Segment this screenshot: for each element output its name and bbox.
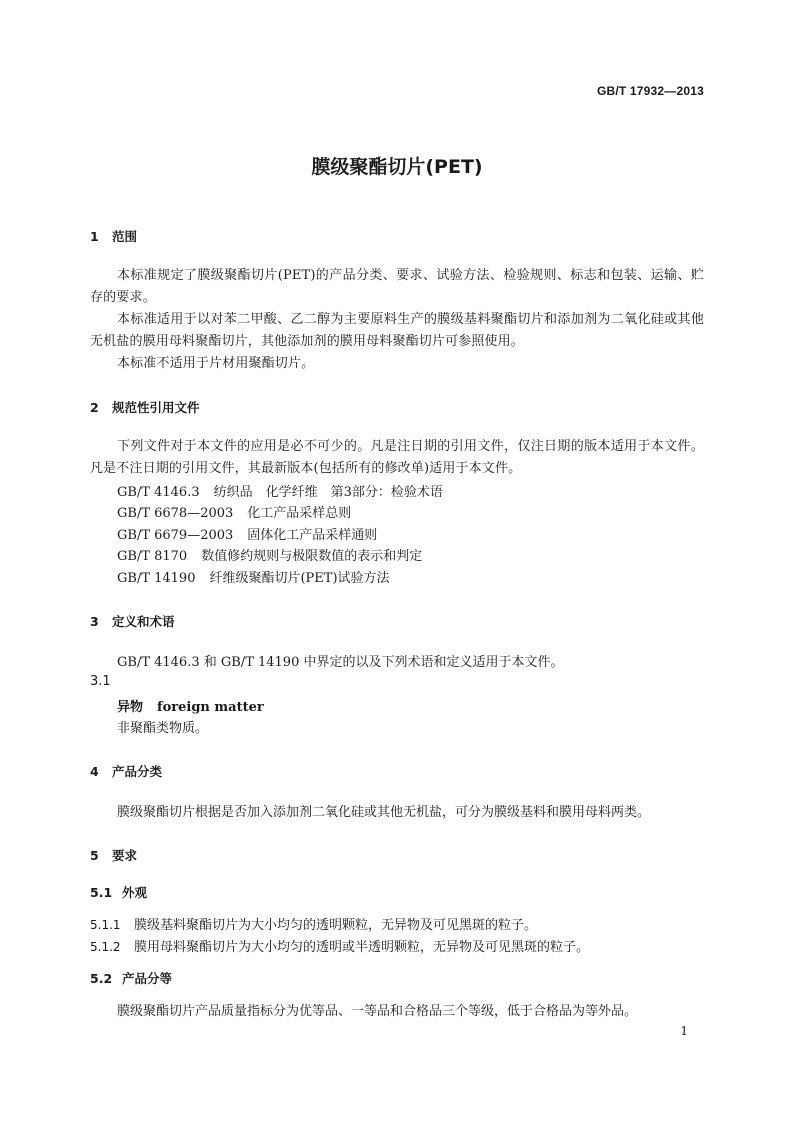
- subsection-number: 5.1: [90, 885, 113, 900]
- page-number: 1: [680, 1024, 688, 1038]
- reference-item: [117, 481, 443, 500]
- section-4-heading: [90, 762, 162, 780]
- subsection-title: 外观: [122, 885, 148, 900]
- section-2-heading: [90, 398, 200, 416]
- subsection-5-1-heading: [90, 883, 147, 901]
- clause-5-1-2: [90, 936, 589, 955]
- reference-code: GB/T 4146.3: [117, 485, 200, 500]
- term-name: [117, 696, 264, 715]
- clause-number: 5.1.1: [90, 918, 121, 932]
- reference-title: 固体化工产品采样通则: [247, 528, 378, 543]
- clause-text: 膜用母料聚酯切片为大小均匀的透明或半透明颗粒，无异物及可见黑斑的粒子。: [134, 940, 590, 955]
- reference-title: 纺织品 化学纤维 第3部分：检验术语: [213, 485, 443, 500]
- section-3-heading: [90, 612, 175, 630]
- reference-item: [117, 524, 377, 543]
- reference-code: GB/T 6679—2003: [117, 528, 234, 543]
- section-title: 产品分类: [112, 764, 163, 779]
- term-definition: 非聚酯类物质。: [117, 721, 209, 736]
- standard-code: GB/T 17932—2013: [596, 84, 704, 98]
- section-title: 要求: [112, 848, 138, 863]
- section-1-heading: [90, 227, 137, 245]
- grading-text: 膜级聚酯切片产品质量指标分为优等品、一等品和合格品三个等级，低于合格品为等外品。: [117, 1004, 638, 1019]
- scope-paragraph-1: 本标准规定了膜级聚酯切片(PET)的产品分类、要求、试验方法、检验规则、标志和包装、运输、贮存的要求。: [90, 268, 704, 305]
- term-en: foreign matter: [157, 700, 264, 715]
- section-number: 4: [90, 764, 99, 779]
- reference-code: GB/T 14190: [117, 571, 196, 586]
- document-title: 膜级聚酯切片(PET): [311, 156, 483, 178]
- subsection-5-2-heading: [90, 969, 172, 987]
- clause-text: 膜级基料聚酯切片为大小均匀的透明颗粒，无异物及可见黑斑的粒子。: [134, 918, 538, 933]
- section-title: 范围: [112, 229, 138, 244]
- section-number: 3: [90, 614, 99, 629]
- classification-text: 膜级聚酯切片根据是否加入添加剂二氧化硅或其他无机盐，可分为膜级基料和膜用母料两类。: [117, 805, 651, 820]
- term-cn: 异物: [117, 700, 144, 715]
- terms-intro: GB/T 4146.3 和 GB/T 14190 中界定的以及下列术语和定义适用于本文件。: [117, 655, 564, 670]
- section-title: 定义和术语: [112, 614, 175, 629]
- reference-item: [117, 502, 351, 521]
- clause-5-1-1: [90, 914, 537, 933]
- section-5-heading: [90, 846, 137, 864]
- section-number: 5: [90, 848, 99, 863]
- subsection-title: 产品分等: [122, 971, 173, 986]
- subsection-number: 5.2: [90, 971, 113, 986]
- reference-title: 数值修约规则与极限数值的表示和判定: [201, 549, 423, 564]
- section-number: 1: [90, 229, 99, 244]
- reference-item: [117, 567, 390, 586]
- reference-code: GB/T 6678—2003: [117, 506, 234, 521]
- reference-code: GB/T 8170: [117, 549, 188, 564]
- references-intro: 下列文件对于本文件的应用是必不可少的。凡是注日期的引用文件，仅注日期的版本适用于本文件。凡是不注日期的引用文件，其最新版本(包括所有的修改单)适用于本文件。: [90, 439, 704, 476]
- reference-title: 纤维级聚酯切片(PET)试验方法: [209, 571, 390, 586]
- term-number: 3.1: [90, 674, 111, 689]
- scope-paragraph-3: 本标准不适用于片材用聚酯切片。: [117, 356, 315, 371]
- reference-item: [117, 545, 422, 564]
- reference-title: 化工产品采样总则: [247, 506, 352, 521]
- clause-number: 5.1.2: [90, 940, 121, 954]
- section-title: 规范性引用文件: [112, 400, 200, 415]
- scope-paragraph-2: 本标准适用于以对苯二甲酸、乙二醇为主要原料生产的膜级基料聚酯切片和添加剂为二氧化硅或其他无机盐的膜用母料聚酯切片，其他添加剂的膜用母料聚酯切片可参照使用。: [90, 312, 704, 349]
- section-number: 2: [90, 400, 99, 415]
